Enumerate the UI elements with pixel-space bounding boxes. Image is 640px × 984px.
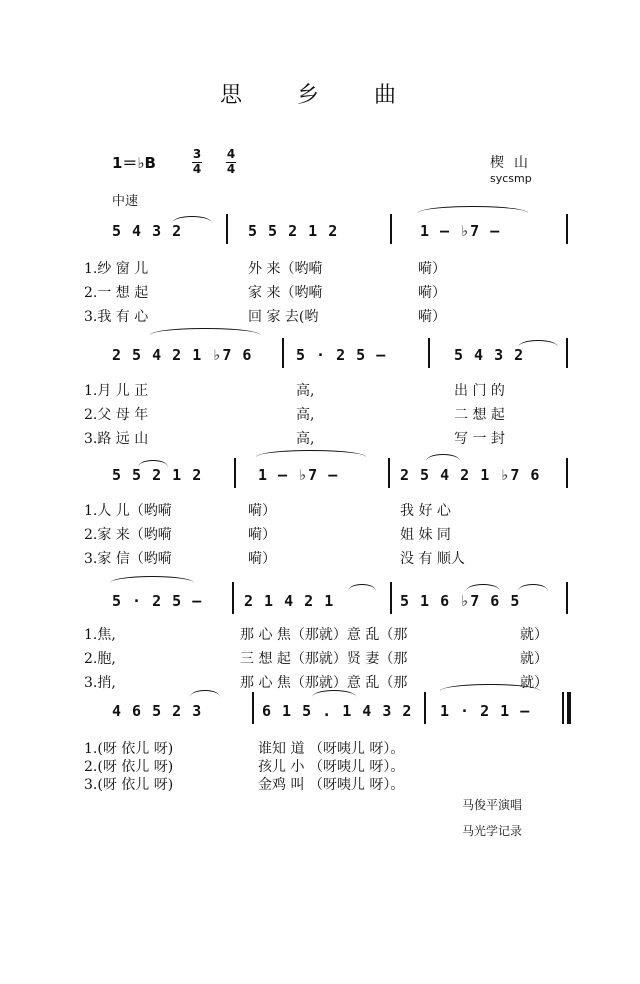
tempo-marking: 中速 xyxy=(112,194,139,209)
lyric-r1-v1-c: 嗬） xyxy=(418,261,446,277)
lyric-r3-v2-a: 2.家 来（哟嗬 xyxy=(84,527,172,543)
lyric-r4-v3-c: 就） xyxy=(520,675,548,691)
tie xyxy=(256,450,366,457)
slur xyxy=(312,690,356,697)
lyric-r2-v3-c: 写 一 封 xyxy=(454,431,505,447)
notes-row4-m1: 5 · 2 5 — xyxy=(112,592,203,610)
lyric-r3-v2-c: 姐 妹 同 xyxy=(400,527,451,543)
notes-row4-m2: 2 1 4 2 1 xyxy=(244,592,335,610)
slur xyxy=(190,690,220,697)
lyric-r2-v2-c: 二 想 起 xyxy=(454,407,505,423)
notes-row5-m2: 6 1 5 . 1 4 3 2 xyxy=(262,702,413,720)
slur xyxy=(440,684,540,691)
barline xyxy=(282,338,284,368)
lyric-r5-v1-a: 1.(呀 依儿 呀) xyxy=(84,741,174,757)
lyric-r2-v3-b: 高, xyxy=(296,431,315,447)
notes-row3-m1: 5 5 2 1 2 xyxy=(112,466,203,484)
lyric-r5-v1-b: 谁知 道 （呀咦儿 呀）。 xyxy=(258,741,405,757)
barline xyxy=(390,582,392,614)
notes-row1-m1: 5 4 3 2 xyxy=(112,222,183,240)
lyric-r1-v1-a: 1.纱 窗 儿 xyxy=(84,261,149,277)
lyric-r3-v3-a: 3.家 信（哟嗬 xyxy=(84,551,172,567)
lyric-r2-v1-a: 1.月 儿 正 xyxy=(84,383,149,399)
slur xyxy=(172,216,212,223)
lyric-r3-v1-b: 嗬） xyxy=(248,503,276,519)
lyric-r3-v3-b: 嗬） xyxy=(248,551,276,567)
time-signature-3-4 xyxy=(192,148,202,176)
time-signature-3-4-top: 3 xyxy=(192,147,202,161)
slur xyxy=(110,576,194,583)
notes-row3-m2: 1 — ♭7 — xyxy=(258,466,339,484)
barline xyxy=(424,692,426,724)
lyric-r1-v2-a: 2.一 想 起 xyxy=(84,285,149,301)
notes-row5-m1: 4 6 5 2 3 xyxy=(112,702,203,720)
lyric-r3-v1-c: 我 好 心 xyxy=(400,503,451,519)
page-title: 思 乡 曲 xyxy=(220,83,420,108)
slur xyxy=(426,454,460,461)
lyric-r4-v2-c: 就） xyxy=(520,651,548,667)
recorder-credit: 马光学记录 xyxy=(462,824,523,838)
lyric-r4-v1-a: 1.焦, xyxy=(84,627,116,643)
notes-row3-m3: 2 5 4 2 1 ♭7 6 xyxy=(400,466,541,484)
lyric-r1-v1-b: 外 来（哟嗬 xyxy=(248,261,323,277)
slur xyxy=(150,328,260,335)
barline xyxy=(232,582,234,614)
time-signature-3-4-bottom: 4 xyxy=(192,162,202,176)
barline xyxy=(566,214,568,244)
time-signature-4-4-top: 4 xyxy=(226,147,236,161)
lyric-r2-v3-a: 3.路 远 山 xyxy=(84,431,149,447)
barline xyxy=(234,458,236,488)
lyric-r1-v3-b: 回 家 去(哟 xyxy=(248,309,319,325)
time-signature-4-4-bottom: 4 xyxy=(226,162,236,176)
lyric-r5-v2-b: 孩儿 小 （呀咦儿 呀）。 xyxy=(258,759,405,775)
lyric-r5-v2-a: 2.(呀 依儿 呀) xyxy=(84,759,174,775)
lyric-r4-v1-b: 那 心 焦（那就）意 乱（那 xyxy=(240,627,408,643)
notes-row1-m3: 1 — ♭7 — xyxy=(420,222,501,240)
credit: sycsmp xyxy=(490,172,532,185)
lyric-r2-v1-c: 出 门 的 xyxy=(454,383,505,399)
barline xyxy=(566,338,568,368)
slur xyxy=(518,340,558,347)
barline xyxy=(226,214,228,244)
slur xyxy=(518,584,548,591)
lyric-r5-v3-a: 3.(呀 依儿 呀) xyxy=(84,777,174,793)
slur xyxy=(138,460,168,467)
slur xyxy=(348,584,376,591)
barline xyxy=(566,458,568,488)
lyric-r4-v1-c: 就） xyxy=(520,627,548,643)
lyric-r4-v3-b: 那 心 焦（那就）意 乱（那 xyxy=(240,675,408,691)
lyric-r3-v1-a: 1.人 儿（哟嗬 xyxy=(84,503,172,519)
barline xyxy=(252,692,254,724)
notes-row2-m2: 5 · 2 5 — xyxy=(296,346,387,364)
barline xyxy=(428,338,430,368)
notes-row4-m3: 5 1 6 ♭7 6 5 xyxy=(400,592,521,610)
lyric-r1-v3-a: 3.我 有 心 xyxy=(84,309,149,325)
notes-row2-m3: 5 4 3 2 xyxy=(454,346,525,364)
lyric-r3-v3-c: 没 有 顺人 xyxy=(400,551,465,567)
barline xyxy=(390,214,392,244)
singer-credit: 马俊平演唱 xyxy=(462,798,523,812)
lyric-r5-v3-b: 金鸡 叫 （呀咦儿 呀）。 xyxy=(258,777,405,793)
notes-row2-m1: 2 5 4 2 1 ♭7 6 xyxy=(112,346,253,364)
author: 楔山 xyxy=(490,155,538,171)
lyric-r2-v2-b: 高, xyxy=(296,407,315,423)
slur xyxy=(466,584,500,591)
lyric-r1-v3-c: 嗬） xyxy=(418,309,446,325)
final-barline-thin xyxy=(562,692,564,724)
notes-row1-m2: 5 5 2 1 2 xyxy=(248,222,339,240)
lyric-r4-v3-a: 3.捎, xyxy=(84,675,116,691)
lyric-r4-v2-b: 三 想 起（那就）贤 妻（那 xyxy=(240,651,408,667)
notes-row5-m3: 1 · 2 1 — xyxy=(440,702,531,720)
final-barline-thick xyxy=(567,692,571,724)
barline xyxy=(388,458,390,488)
barline xyxy=(566,582,568,614)
lyric-r2-v1-b: 高, xyxy=(296,383,315,399)
lyric-r1-v2-c: 嗬） xyxy=(418,285,446,301)
lyric-r2-v2-a: 2.父 母 年 xyxy=(84,407,149,423)
lyric-r4-v2-a: 2.胞, xyxy=(84,651,116,667)
time-signature-4-4 xyxy=(226,148,236,176)
lyric-r1-v2-b: 家 来（哟嗬 xyxy=(248,285,323,301)
key-signature: 1＝♭B xyxy=(112,154,156,172)
tie xyxy=(418,206,528,213)
lyric-r3-v2-b: 嗬） xyxy=(248,527,276,543)
